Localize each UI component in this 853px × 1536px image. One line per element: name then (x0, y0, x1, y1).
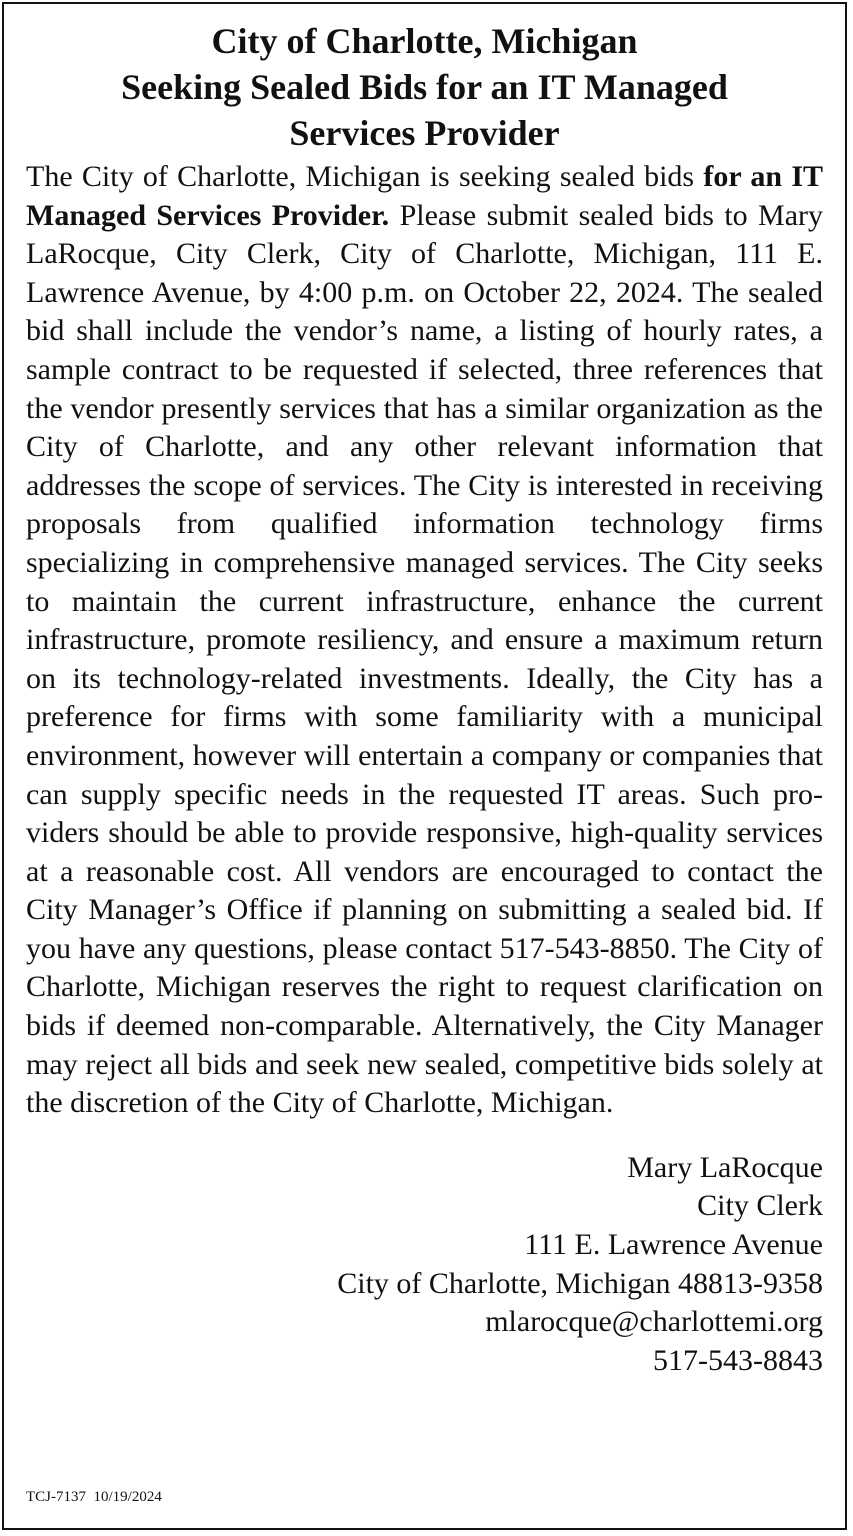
signer-street: 111 E. Lawrence Avenue (524, 1228, 823, 1262)
body-intro: The City of Charlotte, Michigan is seeking sealed bids (26, 160, 695, 193)
legal-notice (2, 2, 847, 1530)
publication-code: TCJ-7137 10/19/2024 (26, 1489, 162, 1505)
signer-email: mlarocque@charlottemi.org (485, 1305, 823, 1339)
signer-phone: 517-543-8843 (653, 1343, 823, 1377)
signature-block (26, 1149, 823, 1381)
body-emphasis: for an IT Managed Services Provider. (26, 160, 824, 232)
signer-name: Mary LaRocque (627, 1150, 823, 1184)
body-rest: Please submit sealed bids to Mary LaRocque, City Clerk, City of Charlotte, Michigan, 111 E. Lawrence Avenue, by 4:00 p.m. on October 22, 2024. The sealed bid shall include the vendor’s name, a listing of hourly rates, a sample contract to be requested if selected, three references that the vendor presently services that has a similar organization as the City of Charlotte, and any other relevant information that addresses the scope of services. The City is interested in receiving proposals from qualified information technology firms specializing in comprehensive managed services. The City seeks to maintain the current infrastructure, enhance the current infrastructure, promote resiliency, and ensure a maximum return on its technology-related investments. Ideally, the City has a preference for firms with some familiarity with a municipal environment, however will entertain a company or companies that can supply specific needs in the requested IT areas. Such providers should be able to provide responsive, high-quality services at a reasonable cost. All vendors are encouraged to contact the City Manager’s Office if planning on submitting a sealed bid. If you have any questions, please contact 517-543-8850. The City of Charlotte, Michigan reserves the right to request clarification on bids if deemed non-comparable. Alternatively, the City Manager may reject all bids and seek new sealed, competitive bids solely at the discretion of the City of Charlotte, Michigan. (26, 198, 823, 1120)
signer-role: City Clerk (697, 1189, 823, 1223)
notice-title (20, 18, 829, 156)
notice-body (26, 158, 823, 1123)
signer-city: City of Charlotte, Michigan 48813-9358 (337, 1266, 823, 1300)
title-line-1: City of Charlotte, Michigan (211, 21, 638, 61)
title-line-2: Seeking Sealed Bids for an IT Managed (121, 67, 728, 107)
title-line-3: Services Provider (289, 113, 560, 153)
